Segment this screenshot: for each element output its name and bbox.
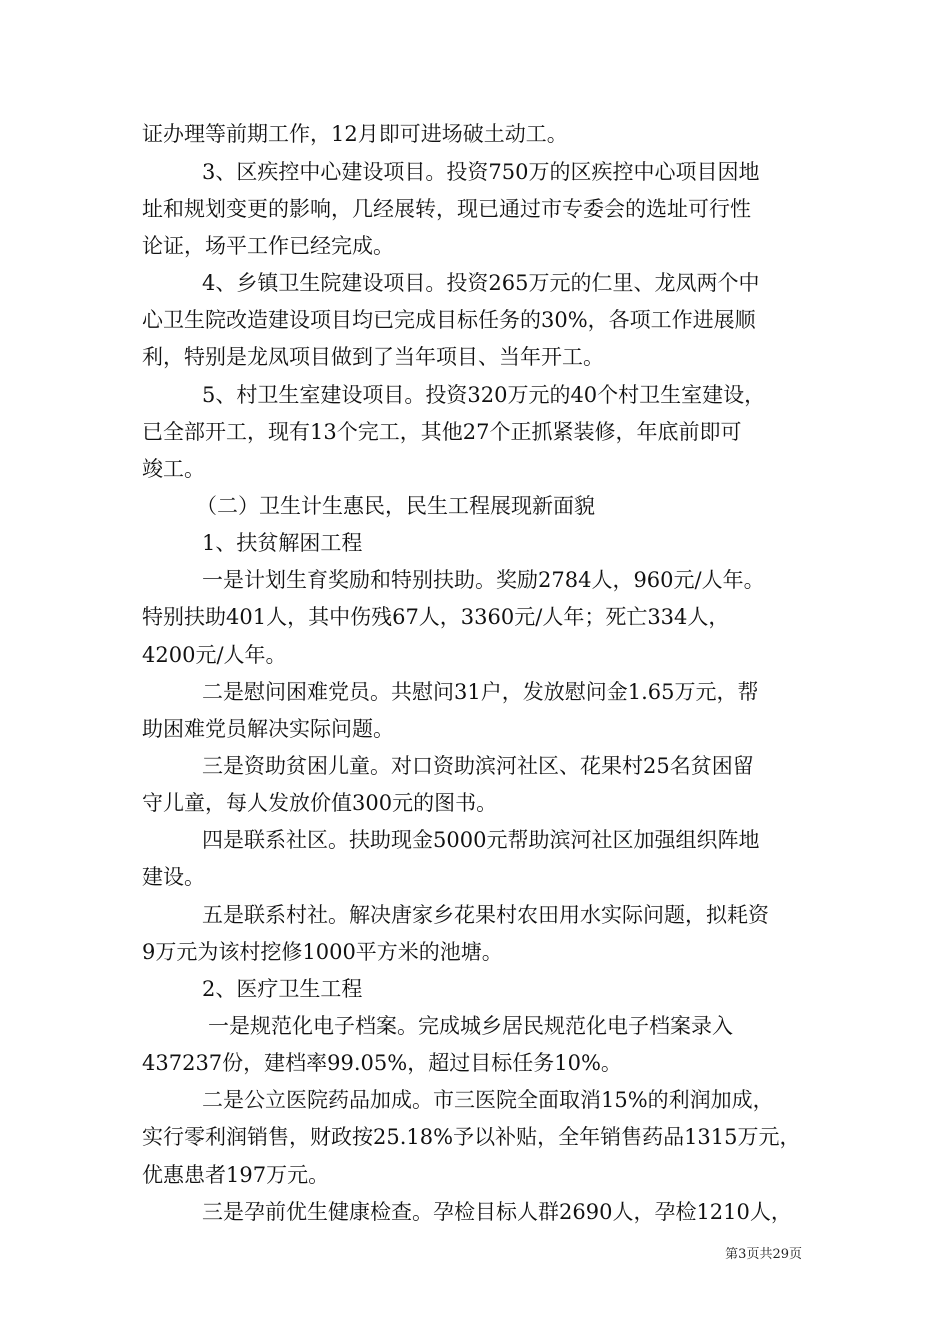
text-line: 3、区疾控中心建设项目。投资750万的区疾控中心项目因地 bbox=[202, 160, 760, 184]
text-line: 论证，场平工作已经完成。 bbox=[142, 234, 394, 258]
text-line: 特别扶助401人，其中伤残67人，3360元/人年；死亡334人， bbox=[142, 605, 730, 629]
text-line: 心卫生院改造建设项目均已完成目标任务的30%，各项工作进展顺 bbox=[142, 308, 756, 332]
section-heading: （二）卫生计生惠民，民生工程展现新面貌 bbox=[196, 494, 595, 518]
subsection-heading: 2、医疗卫生工程 bbox=[202, 977, 363, 1001]
text-line: 守儿童，每人发放价值300元的图书。 bbox=[142, 791, 498, 815]
text-line: 四是联系社区。扶助现金5000元帮助滨河社区加强组织阵地 bbox=[202, 828, 760, 852]
text-line: 9万元为该村挖修1000平方米的池塘。 bbox=[142, 940, 503, 964]
text-line: 实行零利润销售，财政按25.18%予以补贴，全年销售药品1315万元， bbox=[142, 1125, 801, 1149]
text-line: 437237份，建档率99.05%，超过目标任务10%。 bbox=[142, 1051, 622, 1075]
text-line: 优惠患者197万元。 bbox=[142, 1163, 330, 1187]
text-line: 5、村卫生室建设项目。投资320万元的40个村卫生室建设， bbox=[202, 383, 766, 407]
text-line: 二是慰问困难党员。共慰问31户，发放慰问金1.65万元，帮 bbox=[202, 680, 759, 704]
text-line: 利，特别是龙凤项目做到了当年项目、当年开工。 bbox=[142, 345, 604, 369]
text-line: 竣工。 bbox=[142, 457, 205, 481]
text-line: 三是资助贫困儿童。对口资助滨河社区、花果村25名贫困留 bbox=[202, 754, 754, 778]
page-number: 第3页共29页 bbox=[725, 1247, 802, 1262]
text-line: 助困难党员解决实际问题。 bbox=[142, 717, 394, 741]
text-line: 已全部开工，现有13个完工，其他27个正抓紧装修，年底前即可 bbox=[142, 420, 742, 444]
text-line: 证办理等前期工作，12月即可进场破土动工。 bbox=[142, 122, 568, 146]
text-line: 4200元/人年。 bbox=[142, 643, 287, 667]
text-line: 三是孕前优生健康检查。孕检目标人群2690人，孕检1210人， bbox=[202, 1200, 792, 1224]
text-line: 建设。 bbox=[142, 865, 205, 889]
text-line: 址和规划变更的影响，几经展转，现已通过市专委会的选址可行性 bbox=[142, 197, 751, 221]
text-line: 4、乡镇卫生院建设项目。投资265万元的仁里、龙凤两个中 bbox=[202, 271, 760, 295]
text-line: 一是规范化电子档案。完成城乡居民规范化电子档案录入 bbox=[208, 1014, 733, 1038]
text-line: 一是计划生育奖励和特别扶助。奖励2784人，960元/人年。 bbox=[202, 568, 765, 592]
text-line: 二是公立医院药品加成。市三医院全面取消15%的利润加成， bbox=[202, 1088, 774, 1112]
text-line: 五是联系村社。解决唐家乡花果村农田用水实际问题，拟耗资 bbox=[202, 903, 769, 927]
subsection-heading: 1、扶贫解困工程 bbox=[202, 531, 363, 555]
